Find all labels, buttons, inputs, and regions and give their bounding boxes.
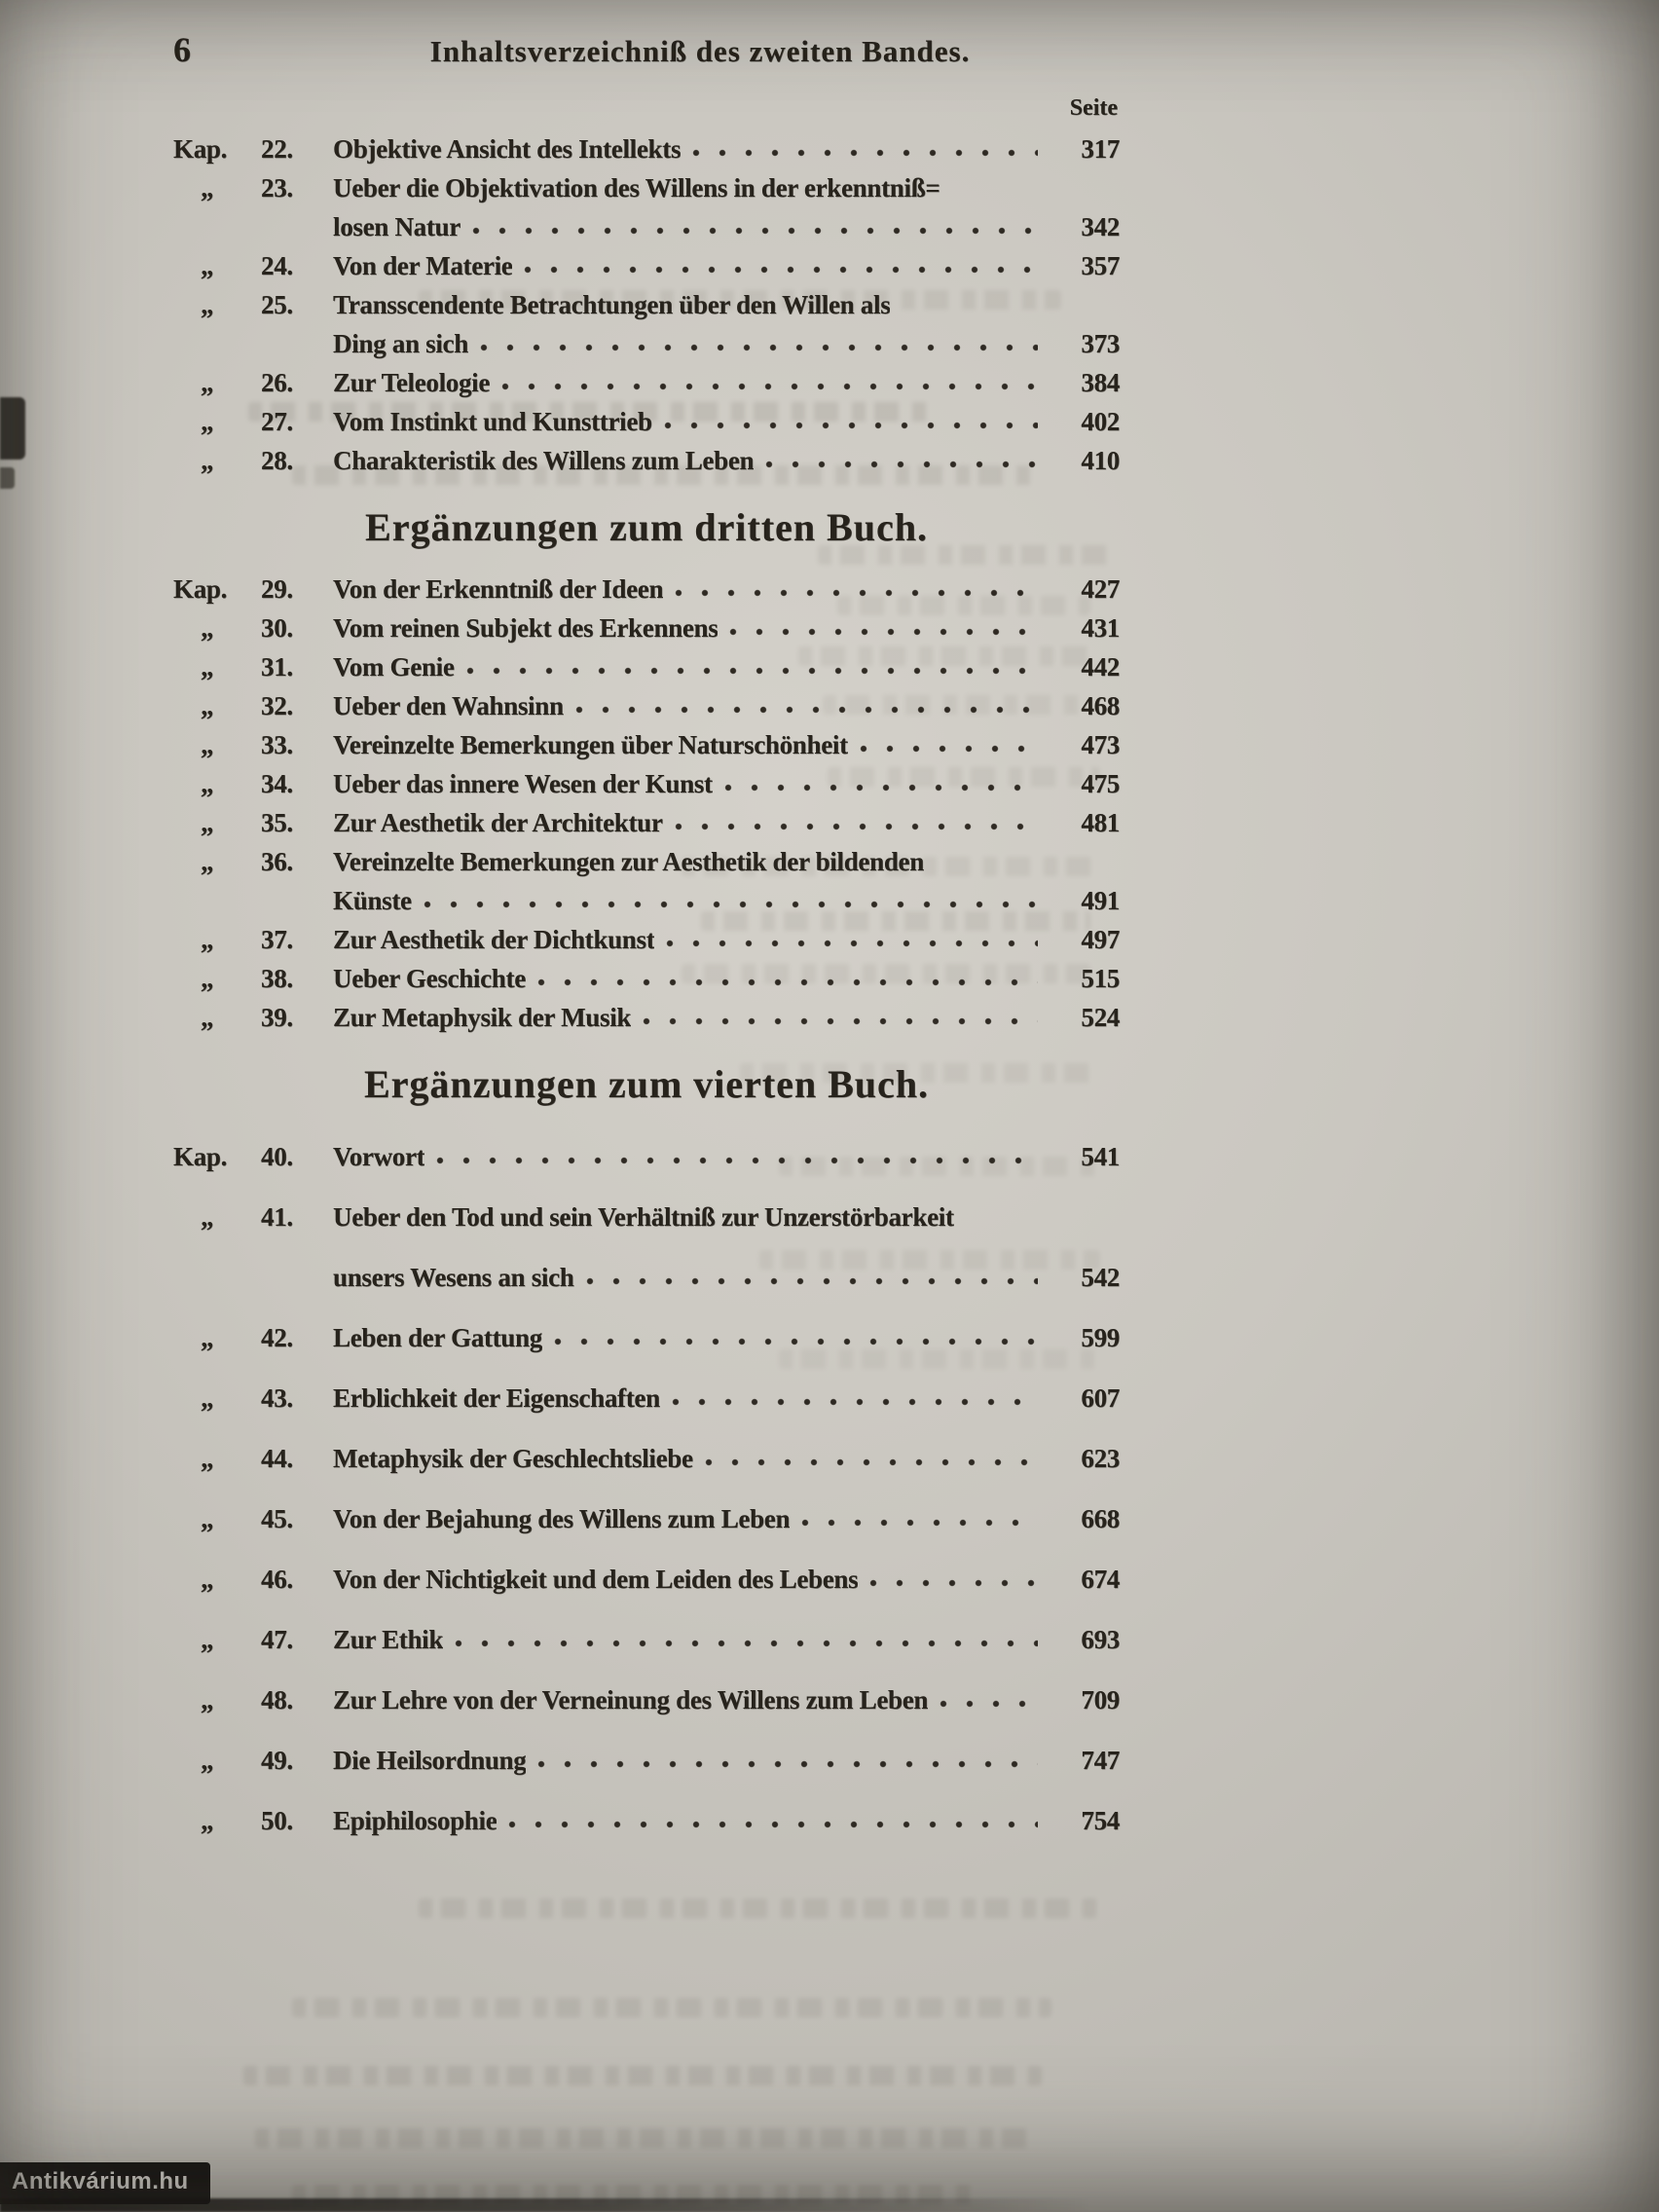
entry-label: „ (201, 1565, 214, 1594)
entry-title: Charakteristik des Willens zum Leben (333, 446, 755, 475)
entry-body (333, 842, 1120, 920)
entry-label: „ (201, 446, 214, 475)
dot-leader (506, 1820, 1038, 1829)
toc-entry (173, 1308, 1120, 1368)
entry-number: 31. (261, 652, 293, 682)
entry-page-number: 607 (1081, 1383, 1120, 1413)
entry-page-number: 468 (1081, 691, 1120, 720)
entry-title: Ueber Geschichte (333, 964, 526, 993)
entry-body (333, 725, 1120, 764)
toc-entry (173, 686, 1120, 725)
entry-line (333, 1187, 1120, 1247)
entry-label: „ (201, 925, 214, 954)
entry-page-number: 342 (1081, 212, 1120, 241)
dot-leader (662, 421, 1038, 430)
entry-label: „ (201, 652, 214, 682)
entry-body (333, 803, 1120, 842)
toc-entry (173, 1428, 1120, 1489)
entry-label: „ (201, 1383, 214, 1413)
dot-leader (478, 343, 1038, 352)
entry-title: Von der Erkenntniß der Ideen (333, 574, 664, 604)
dot-leader (799, 1518, 1038, 1528)
entry-number: 35. (261, 808, 293, 837)
entry-page-number: 599 (1081, 1323, 1120, 1352)
entry-body (333, 1609, 1120, 1670)
entry-label: „ (201, 847, 214, 876)
entry-page-number: 674 (1081, 1565, 1120, 1594)
toc-entry (173, 1368, 1120, 1428)
dot-leader (470, 226, 1038, 236)
entry-page-number: 357 (1081, 251, 1120, 280)
dot-leader (763, 460, 1038, 469)
dot-leader (535, 1759, 1038, 1769)
entry-line (333, 324, 1120, 363)
entry-line (333, 1790, 1120, 1851)
entry-number: 43. (261, 1383, 293, 1413)
entry-number: 27. (261, 407, 293, 436)
entry-page-number: 384 (1081, 368, 1120, 397)
toc-entry (173, 570, 1120, 608)
entry-page-number: 515 (1081, 964, 1120, 993)
dot-leader (670, 1397, 1038, 1407)
entry-page-number: 475 (1081, 769, 1120, 798)
folio-page-number: 6 (173, 30, 191, 69)
dot-leader (453, 1639, 1038, 1648)
toc-entry (173, 441, 1120, 480)
entry-line (333, 207, 1120, 246)
entry-number: 50. (261, 1806, 293, 1835)
entry-page-number: 317 (1081, 134, 1120, 164)
bleed-through-line (419, 1899, 1100, 1918)
entry-label: „ (201, 368, 214, 397)
scan-artifact-left-small (0, 467, 15, 489)
dot-leader (703, 1457, 1038, 1467)
entry-number: 32. (261, 691, 293, 720)
dot-leader (422, 900, 1038, 909)
entry-body (333, 570, 1120, 608)
entry-line (333, 647, 1120, 686)
entry-line (333, 842, 1120, 881)
entry-number: 46. (261, 1565, 293, 1594)
entry-body (333, 998, 1120, 1037)
dot-leader (464, 666, 1038, 676)
entry-title: unsers Wesens an sich (333, 1263, 574, 1292)
toc-entry (173, 1549, 1120, 1609)
entry-title: Zur Aesthetik der Dichtkunst (333, 925, 655, 954)
entry-title: Ueber den Wahnsinn (333, 691, 564, 720)
entry-title: Von der Materie (333, 251, 513, 280)
entry-number: 33. (261, 730, 293, 759)
toc-entry (173, 1126, 1120, 1187)
bleed-through-line (292, 1998, 1051, 2017)
entry-label: Kap. (173, 134, 228, 164)
entry-label: „ (201, 173, 214, 203)
entry-line (333, 402, 1120, 441)
entry-body (333, 402, 1120, 441)
toc-entry (173, 647, 1120, 686)
toc-entry (173, 285, 1120, 363)
dot-leader (641, 1016, 1038, 1026)
entry-label: „ (201, 290, 214, 319)
entry-page-number: 373 (1081, 329, 1120, 358)
entry-label: „ (201, 691, 214, 720)
entry-number: 30. (261, 613, 293, 643)
entry-page-number: 442 (1081, 652, 1120, 682)
entry-number: 25. (261, 290, 293, 319)
entry-body (333, 686, 1120, 725)
entry-body (333, 1368, 1120, 1428)
entry-number: 42. (261, 1323, 293, 1352)
toc-entry (173, 842, 1120, 920)
entry-line (333, 920, 1120, 959)
entry-page-number: 431 (1081, 613, 1120, 643)
entry-label: „ (201, 251, 214, 280)
toc-entry (173, 1730, 1120, 1790)
dot-leader (434, 1156, 1038, 1165)
entry-line (333, 1308, 1120, 1368)
entry-line (333, 1247, 1120, 1308)
entry-line (333, 129, 1120, 168)
entry-body (333, 168, 1120, 246)
entry-number: 48. (261, 1685, 293, 1714)
entry-number: 23. (261, 173, 293, 203)
entry-title: Ueber die Objektivation des Willens in der erkenntniß= (333, 173, 940, 203)
entry-body (333, 363, 1120, 402)
entry-title: Leben der Gattung (333, 1323, 542, 1352)
entry-body (333, 1187, 1120, 1308)
entry-page-number: 623 (1081, 1444, 1120, 1473)
toc-entry (173, 402, 1120, 441)
toc-entry (173, 608, 1120, 647)
entry-number: 26. (261, 368, 293, 397)
entry-line (333, 1368, 1120, 1428)
entry-page-number: 524 (1081, 1003, 1120, 1032)
entry-title: Metaphysik der Geschlechtsliebe (333, 1444, 693, 1473)
entry-title: Die Heilsordnung (333, 1746, 527, 1775)
entry-body (333, 1428, 1120, 1489)
entry-label: „ (201, 808, 214, 837)
entry-page-number: 497 (1081, 925, 1120, 954)
entry-body (333, 608, 1120, 647)
entry-line (333, 998, 1120, 1037)
entry-number: 47. (261, 1625, 293, 1654)
toc-section (173, 129, 1120, 480)
dot-leader (727, 627, 1038, 637)
entry-line (333, 881, 1120, 920)
entry-title: Ueber das innere Wesen der Kunst (333, 769, 713, 798)
entry-line (333, 1428, 1120, 1489)
entry-number: 49. (261, 1746, 293, 1775)
entry-line (333, 1549, 1120, 1609)
entry-line (333, 1730, 1120, 1790)
entry-title: Transscendente Betrachtungen über den Willen als (333, 290, 891, 319)
entry-label: „ (201, 1806, 214, 1835)
entry-page-number: 747 (1081, 1746, 1120, 1775)
entry-body (333, 959, 1120, 998)
entry-page-number: 693 (1081, 1625, 1120, 1654)
entry-line (333, 803, 1120, 842)
entry-title: Vereinzelte Bemerkungen zur Aesthetik der bildenden (333, 847, 924, 876)
entry-label: „ (201, 1746, 214, 1775)
watermark-label: Antikvárium.hu (0, 2162, 210, 2204)
toc-entry (173, 920, 1120, 959)
entry-line (333, 1609, 1120, 1670)
entry-body (333, 129, 1120, 168)
dot-leader (552, 1337, 1038, 1346)
entry-line (333, 725, 1120, 764)
bleed-through-line (255, 2128, 1034, 2148)
toc-entry (173, 363, 1120, 402)
entry-body (333, 1790, 1120, 1851)
entry-page-number: 541 (1081, 1142, 1120, 1171)
entry-line (333, 246, 1120, 285)
section-heading: Ergänzungen zum vierten Buch. (363, 1062, 930, 1106)
entry-label: „ (201, 1625, 214, 1654)
dot-leader (584, 1276, 1038, 1286)
entry-label: „ (201, 730, 214, 759)
entry-body (333, 1126, 1120, 1187)
entry-number: 40. (261, 1142, 293, 1171)
dot-leader (499, 382, 1038, 391)
dot-leader (673, 588, 1038, 598)
entry-title: Erblichkeit der Eigenschaften (333, 1383, 660, 1413)
toc-entry (173, 1187, 1120, 1308)
entry-title: Zur Ethik (333, 1625, 444, 1654)
toc-entry (173, 1609, 1120, 1670)
entry-title: Vom reinen Subjekt des Erkennens (333, 613, 719, 643)
entry-title: Epiphilosophie (333, 1806, 498, 1835)
entry-label: Kap. (173, 574, 228, 604)
entry-label: „ (201, 1504, 214, 1533)
entry-page-number: 481 (1081, 808, 1120, 837)
entry-number: 36. (261, 847, 293, 876)
entry-title: Ding an sich (333, 329, 468, 358)
entry-label: „ (201, 769, 214, 798)
dot-leader (673, 822, 1038, 831)
entry-page-number: 402 (1081, 407, 1120, 436)
toc-entry (173, 803, 1120, 842)
entry-body (333, 764, 1120, 803)
entry-body (333, 1670, 1120, 1730)
entry-body (333, 1489, 1120, 1549)
entry-body (333, 920, 1120, 959)
dot-leader (858, 744, 1038, 754)
entry-page-number: 410 (1081, 446, 1120, 475)
entry-number: 29. (261, 574, 293, 604)
dot-leader (573, 705, 1038, 715)
entry-title: Zur Lehre von der Verneinung des Willens zum Leben (333, 1685, 929, 1714)
toc-entry (173, 1670, 1120, 1730)
entry-line (333, 1489, 1120, 1549)
entry-title: Vom Instinkt und Kunsttrieb (333, 407, 652, 436)
dot-leader (535, 977, 1038, 987)
entry-label: „ (201, 964, 214, 993)
dot-leader (722, 783, 1038, 793)
toc (173, 129, 1120, 1851)
section-heading: Ergänzungen zum dritten Buch. (365, 505, 928, 549)
entry-title: Vorwort (333, 1142, 425, 1171)
entry-title: Vereinzelte Bemerkungen über Naturschönheit (333, 730, 848, 759)
entry-number: 38. (261, 964, 293, 993)
dot-leader (664, 939, 1038, 948)
entry-body (333, 1730, 1120, 1790)
dot-leader (867, 1578, 1038, 1588)
entry-line (333, 1126, 1120, 1187)
scan-artifact-left (0, 397, 25, 460)
entry-page-number: 427 (1081, 574, 1120, 604)
dot-leader (690, 148, 1038, 158)
entry-title: Künste (333, 886, 412, 915)
entry-page-number: 709 (1081, 1685, 1120, 1714)
entry-title: Vom Genie (333, 652, 455, 682)
entry-line (333, 1670, 1120, 1730)
entry-label: „ (201, 613, 214, 643)
entry-body (333, 285, 1120, 363)
toc-entry (173, 129, 1120, 168)
entry-body (333, 1549, 1120, 1609)
entry-page-number: 491 (1081, 886, 1120, 915)
entry-label: „ (201, 1444, 214, 1473)
entry-number: 24. (261, 251, 293, 280)
entry-title: Zur Teleologie (333, 368, 491, 397)
dot-leader (938, 1699, 1038, 1709)
dot-leader (522, 265, 1038, 275)
entry-title: Zur Metaphysik der Musik (333, 1003, 632, 1032)
entry-line (333, 363, 1120, 402)
entry-title: Zur Aesthetik der Architektur (333, 808, 663, 837)
entry-page-number: 754 (1081, 1806, 1120, 1835)
entry-line (333, 608, 1120, 647)
entry-label: „ (201, 1685, 214, 1714)
toc-entry (173, 764, 1120, 803)
entry-line (333, 764, 1120, 803)
entry-line (333, 441, 1120, 480)
entry-page-number: 668 (1081, 1504, 1120, 1533)
running-title: Inhaltsverzeichniß des zweiten Bandes. (429, 34, 971, 68)
page-content (173, 29, 1120, 1851)
entry-number: 39. (261, 1003, 293, 1032)
entry-body (333, 441, 1120, 480)
entry-number: 41. (261, 1202, 293, 1232)
entry-label: Kap. (173, 1142, 228, 1171)
toc-entry (173, 959, 1120, 998)
entry-body (333, 1308, 1120, 1368)
entry-number: 22. (261, 134, 293, 164)
toc-entry (173, 246, 1120, 285)
entry-number: 45. (261, 1504, 293, 1533)
bleed-through-line (243, 2066, 1042, 2085)
entry-line (333, 570, 1120, 608)
entry-label: „ (201, 407, 214, 436)
entry-line (333, 959, 1120, 998)
entry-label: „ (201, 1202, 214, 1232)
toc-entry (173, 998, 1120, 1037)
entry-page-number: 473 (1081, 730, 1120, 759)
entry-line (333, 686, 1120, 725)
entry-title: Von der Nichtigkeit und dem Leiden des Lebens (333, 1565, 859, 1594)
page-column-label: Seite (1069, 95, 1118, 121)
entry-title: Objektive Ansicht des Intellekts (333, 134, 682, 164)
entry-title: Ueber den Tod und sein Verhältniß zur Unzerstörbarkeit (333, 1202, 954, 1232)
entry-number: 44. (261, 1444, 293, 1473)
entry-page-number: 542 (1081, 1263, 1120, 1292)
entry-label: „ (201, 1323, 214, 1352)
entry-number: 28. (261, 446, 293, 475)
entry-body (333, 246, 1120, 285)
toc-entry (173, 168, 1120, 246)
entry-body (333, 647, 1120, 686)
page-header (173, 29, 1120, 70)
toc-entry (173, 1489, 1120, 1549)
entry-title: Von der Bejahung des Willens zum Leben (333, 1504, 791, 1533)
entry-title: losen Natur (333, 212, 461, 241)
toc-entry (173, 725, 1120, 764)
entry-label: „ (201, 1003, 214, 1032)
toc-entry (173, 1790, 1120, 1851)
entry-line (333, 168, 1120, 207)
toc-section (173, 1058, 1120, 1851)
toc-section (173, 501, 1120, 1037)
entry-number: 37. (261, 925, 293, 954)
entry-line (333, 285, 1120, 324)
entry-number: 34. (261, 769, 293, 798)
